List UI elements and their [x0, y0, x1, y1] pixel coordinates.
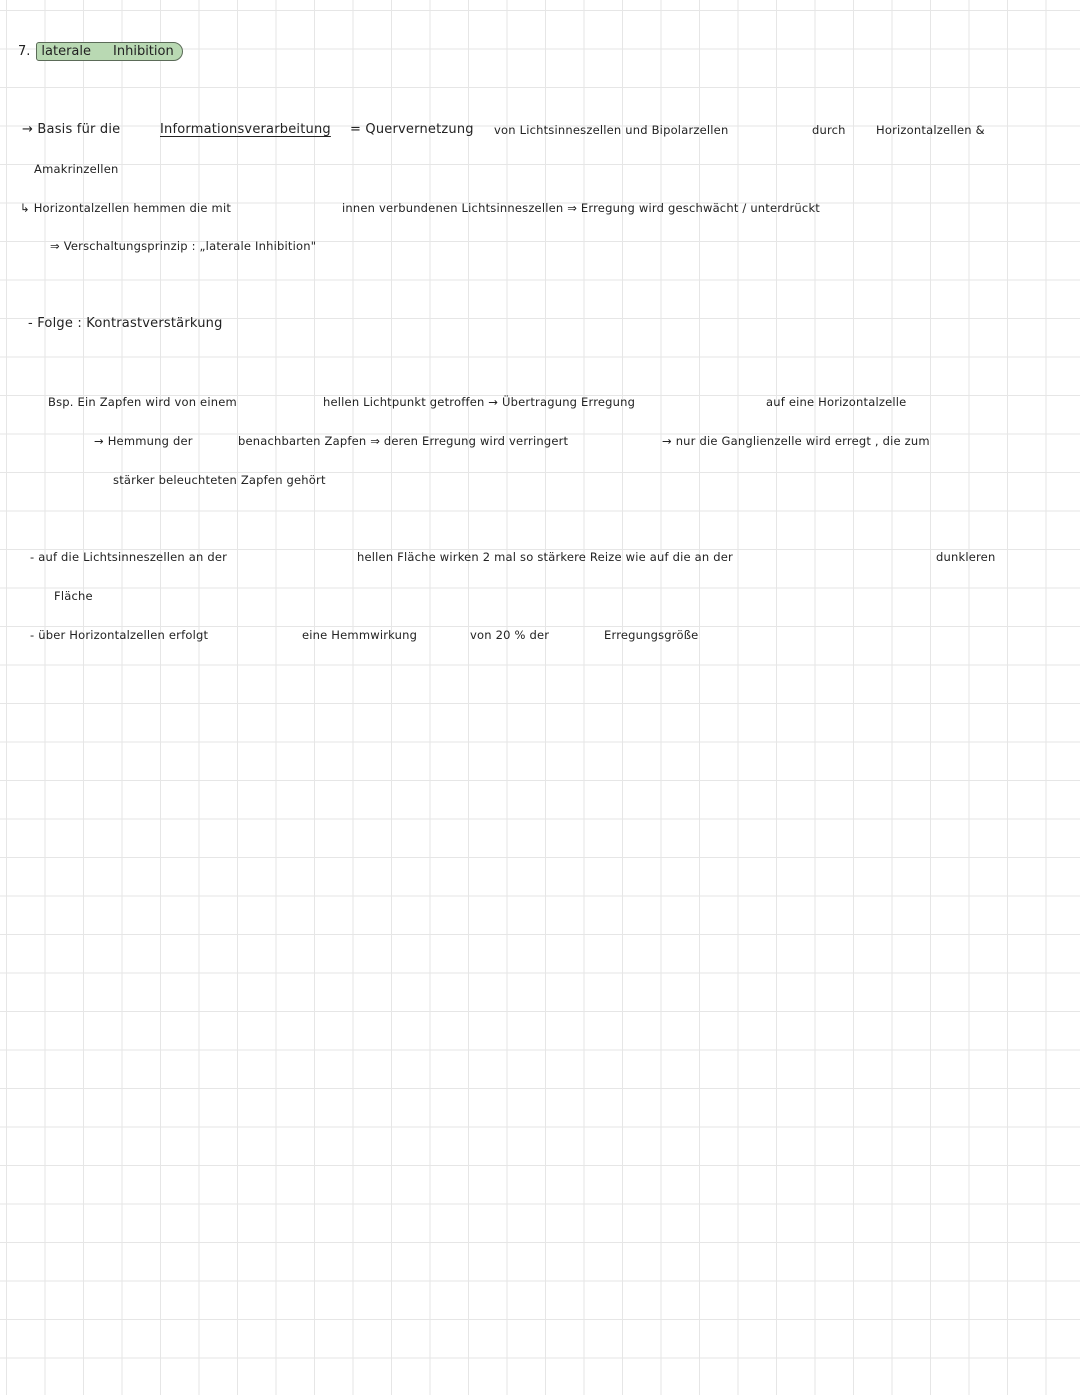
line-hemmwirkung: eine Hemmwirkung — [302, 628, 418, 642]
line-amakrinzellen: Amakrinzellen — [34, 162, 119, 176]
line-basis-durch: durch — [812, 123, 846, 137]
line-example-horizontal: auf eine Horizontalzelle — [766, 395, 907, 409]
line-example-start: Bsp. Ein Zapfen wird von einem — [48, 395, 237, 409]
line-flaeche: Fläche — [54, 589, 93, 603]
line-auf-die-dunkleren: dunkleren — [936, 550, 996, 564]
line-example-transfer: hellen Lichtpunkt getroffen → Übertragung Erregung — [323, 395, 636, 409]
line-basis-term: Informationsverarbeitung — [160, 122, 331, 137]
line-basis-quervernetzung: = Quervernetzung — [350, 122, 474, 137]
line-basis-cells: von Lichtsinneszellen und Bipolarzellen — [494, 123, 729, 137]
title-word-inhibition: Inhibition — [113, 44, 174, 59]
line-erregungsgroesse: Erregungsgröße — [604, 628, 699, 642]
section-number: 7. — [18, 44, 31, 59]
line-auf-die-start: - auf die Lichtsinneszellen an der — [30, 550, 228, 564]
line-20-prozent: von 20 % der — [470, 628, 550, 642]
line-hemmung-ganglion: → nur die Ganglienzelle wird erregt , die zum — [662, 434, 930, 448]
title-word-laterale: laterale — [41, 44, 92, 59]
section-title-highlight — [36, 42, 182, 61]
line-ueber-horizontal: - über Horizontalzellen erfolgt — [30, 628, 209, 642]
line-basis-start: → Basis für die — [22, 122, 121, 137]
line-horizontal-effect: innen verbundenen Lichtsinneszellen ⇒ Erregung wird geschwächt / unterdrückt — [342, 201, 821, 215]
line-folge: - Folge : Kontrastverstärkung — [28, 316, 223, 331]
line-verschaltungsprinzip: ⇒ Verschaltungsprinzip : „laterale Inhibition" — [50, 239, 317, 253]
line-horizontal-hemmen: ↳ Horizontalzellen hemmen die mit — [20, 201, 232, 215]
line-basis-horizontal: Horizontalzellen & — [876, 123, 985, 137]
section-title — [18, 42, 183, 61]
line-hemmung-neighbors: benachbarten Zapfen ⇒ deren Erregung wird verringert — [238, 434, 569, 448]
line-staerker-beleuchtet: stärker beleuchteten Zapfen gehört — [113, 473, 326, 487]
line-auf-die-reize: hellen Fläche wirken 2 mal so stärkere Reize wie auf die an der — [357, 550, 733, 564]
line-hemmung-start: → Hemmung der — [94, 434, 193, 448]
